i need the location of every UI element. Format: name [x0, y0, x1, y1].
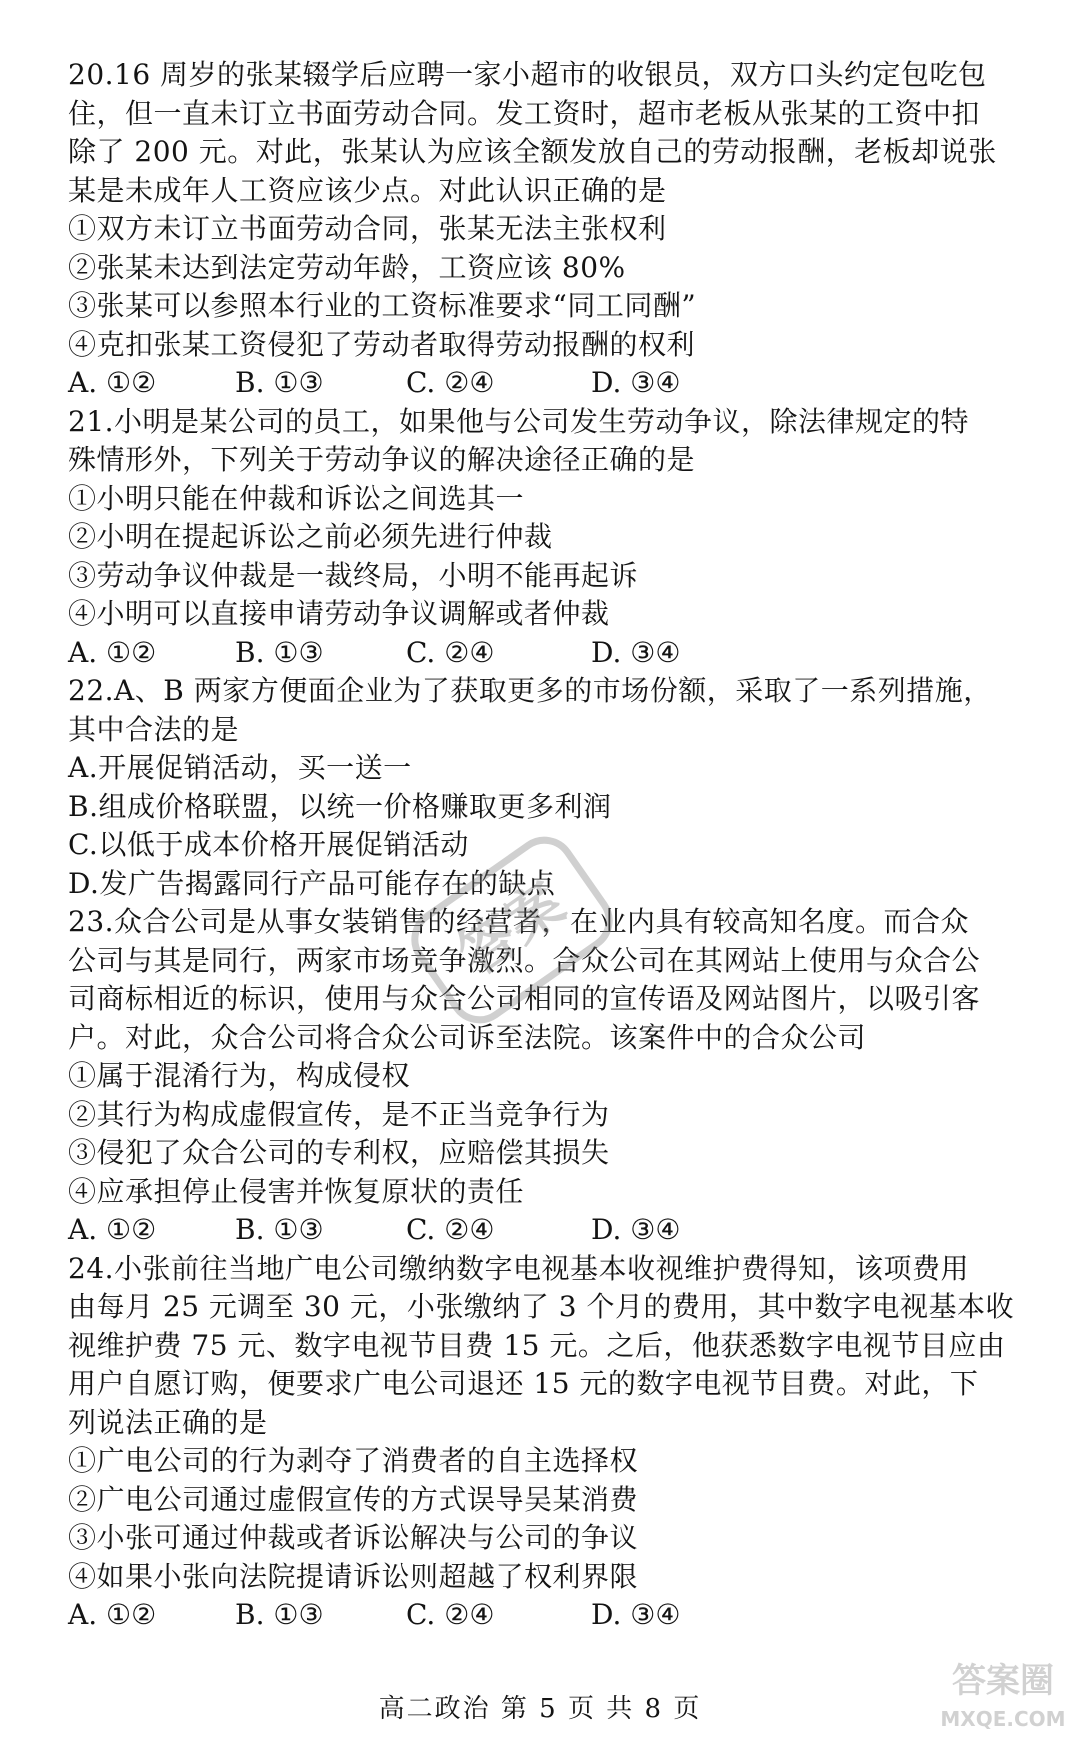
question-23-stem-line: 户。对此，众合公司将合众公司诉至法院。该案件中的合众公司: [68, 1020, 867, 1054]
option-a: A. ①②: [68, 1598, 157, 1631]
question-21-statement: ④小明可以直接申请劳动争议调解或者仲裁: [68, 597, 610, 630]
question-21-stem-line: 殊情形外，下列关于劳动争议的解决途径正确的是: [68, 443, 696, 476]
question-22-option: C.以低于成本价格开展促销活动: [68, 828, 469, 861]
question-21-options: [68, 634, 1028, 673]
question-20-stem-line: 20.16 周岁的张某辍学后应聘一家小超市的收银员，双方口头约定包吃包: [68, 58, 987, 91]
question-24-options: [68, 1596, 1028, 1635]
question-20-statement: ②张某未达到法定劳动年龄，工资应该 80%: [68, 250, 626, 284]
option-c: C. ②④: [406, 1598, 495, 1631]
question-23-stem-line: 司商标相近的标识，使用与众合公司相同的宣传语及网站图片，以吸引客: [68, 982, 981, 1015]
question-20-stem-line: 除了 200 元。对此，张某认为应该全额发放自己的劳动报酬，老板却说张: [68, 135, 997, 168]
question-23-stem-line: 公司与其是同行，两家市场竞争激烈。合众公司在其网站上使用与众合公: [68, 943, 981, 977]
question-21-statement: ①小明只能在仲裁和诉讼之间选其一: [68, 481, 525, 515]
option-c: C. ②④: [406, 1213, 495, 1246]
question-21: [68, 403, 1028, 673]
question-22-stem-line: 其中合法的是: [68, 712, 240, 746]
question-24-statement: ②广电公司通过虚假宣传的方式误导吴某消费: [68, 1482, 639, 1516]
question-20-statement: ④克扣张某工资侵犯了劳动者取得劳动报酬的权利: [68, 327, 696, 361]
question-24-statement: ①广电公司的行为剥夺了消费者的自主选择权: [68, 1444, 639, 1477]
site-logo-url: MXQE.COM: [940, 1707, 1066, 1731]
option-d: D. ③④: [591, 366, 681, 399]
question-23-options: [68, 1211, 1028, 1250]
question-20-options: [68, 364, 1028, 403]
question-24-statement: ③小张可通过仲裁或者诉讼解决与公司的争议: [68, 1521, 639, 1554]
option-c: C. ②④: [406, 635, 495, 669]
option-d: D. ③④: [591, 1213, 681, 1246]
question-content: [68, 56, 1028, 1635]
question-24-stem-line: 用户自愿订购，便要求广电公司退还 15 元的数字电视节目费。对此，下: [68, 1367, 979, 1400]
question-22-option: B.组成价格联盟，以统一价格赚取更多利润: [68, 789, 612, 823]
question-24-stem-line: 视维护费 75 元、数字电视节目费 15 元。之后，他获悉数字电视节目应由: [68, 1328, 1006, 1362]
question-21-statement: ③劳动争议仲裁是一裁终局，小明不能再起诉: [68, 558, 639, 592]
option-b: B. ①③: [235, 1213, 324, 1246]
question-24-statement: ④如果小张向法院提请诉讼则超越了权利界限: [68, 1559, 639, 1593]
option-d: D. ③④: [591, 635, 681, 669]
option-a: A. ①②: [68, 1213, 157, 1246]
question-21-stem-line: 21.小明是某公司的员工，如果他与公司发生劳动争议，除法律规定的特: [68, 404, 970, 438]
page-footer: 高二政治 第 5 页 共 8 页: [378, 1694, 702, 1724]
question-22-option: D.发广告揭露同行产品可能存在的缺点: [68, 866, 556, 900]
option-b: B. ①③: [235, 635, 324, 669]
question-21-statement: ②小明在提起诉讼之前必须先进行仲裁: [68, 520, 553, 553]
question-22: [68, 672, 1028, 903]
question-24-stem-line: 24.小张前往当地广电公司缴纳数字电视基本收视维护费得知，该项费用: [68, 1251, 970, 1285]
site-logo-text: 答案圈: [952, 1661, 1054, 1701]
watermark-stamp-text: 答案: [447, 870, 577, 989]
question-24-stem-line: 列说法正确的是: [68, 1405, 268, 1439]
question-23-statement: ③侵犯了众合公司的专利权，应赔偿其损失: [68, 1136, 610, 1169]
option-c: C. ②④: [406, 366, 495, 399]
question-24-stem-line: 由每月 25 元调至 30 元，小张缴纳了 3 个月的费用，其中数字电视基本收: [68, 1290, 1014, 1323]
question-22-option: A.开展促销活动，买一送一: [68, 751, 412, 784]
question-22-stem-line: 22.A、B 两家方便面企业为了获取更多的市场份额，采取了一系列措施，: [68, 674, 992, 707]
question-20: [68, 56, 1028, 403]
question-20-statement: ③张某可以参照本行业的工资标准要求“同工同酬”: [68, 289, 697, 322]
question-23: [68, 903, 1028, 1250]
option-d: D. ③④: [591, 1598, 681, 1631]
option-b: B. ①③: [235, 366, 324, 399]
option-a: A. ①②: [68, 366, 157, 399]
question-23-statement: ④应承担停止侵害并恢复原状的责任: [68, 1174, 525, 1208]
question-23-statement: ②其行为构成虚假宣传，是不正当竞争行为: [68, 1097, 610, 1131]
question-20-stem-line: 住，但一直未订立书面劳动合同。发工资时，超市老板从张某的工资中扣: [68, 96, 981, 130]
question-20-stem-line: 某是未成年人工资应该少点。对此认识正确的是: [68, 173, 667, 207]
question-23-stem-line: 23.众合公司是从事女装销售的经营者，在业内具有较高知名度。而合众: [68, 905, 970, 938]
option-b: B. ①③: [235, 1598, 324, 1631]
question-20-statement: ①双方未订立书面劳动合同，张某无法主张权利: [68, 212, 667, 245]
question-24: [68, 1250, 1028, 1635]
option-a: A. ①②: [68, 635, 157, 669]
question-23-statement: ①属于混淆行为，构成侵权: [68, 1059, 411, 1092]
